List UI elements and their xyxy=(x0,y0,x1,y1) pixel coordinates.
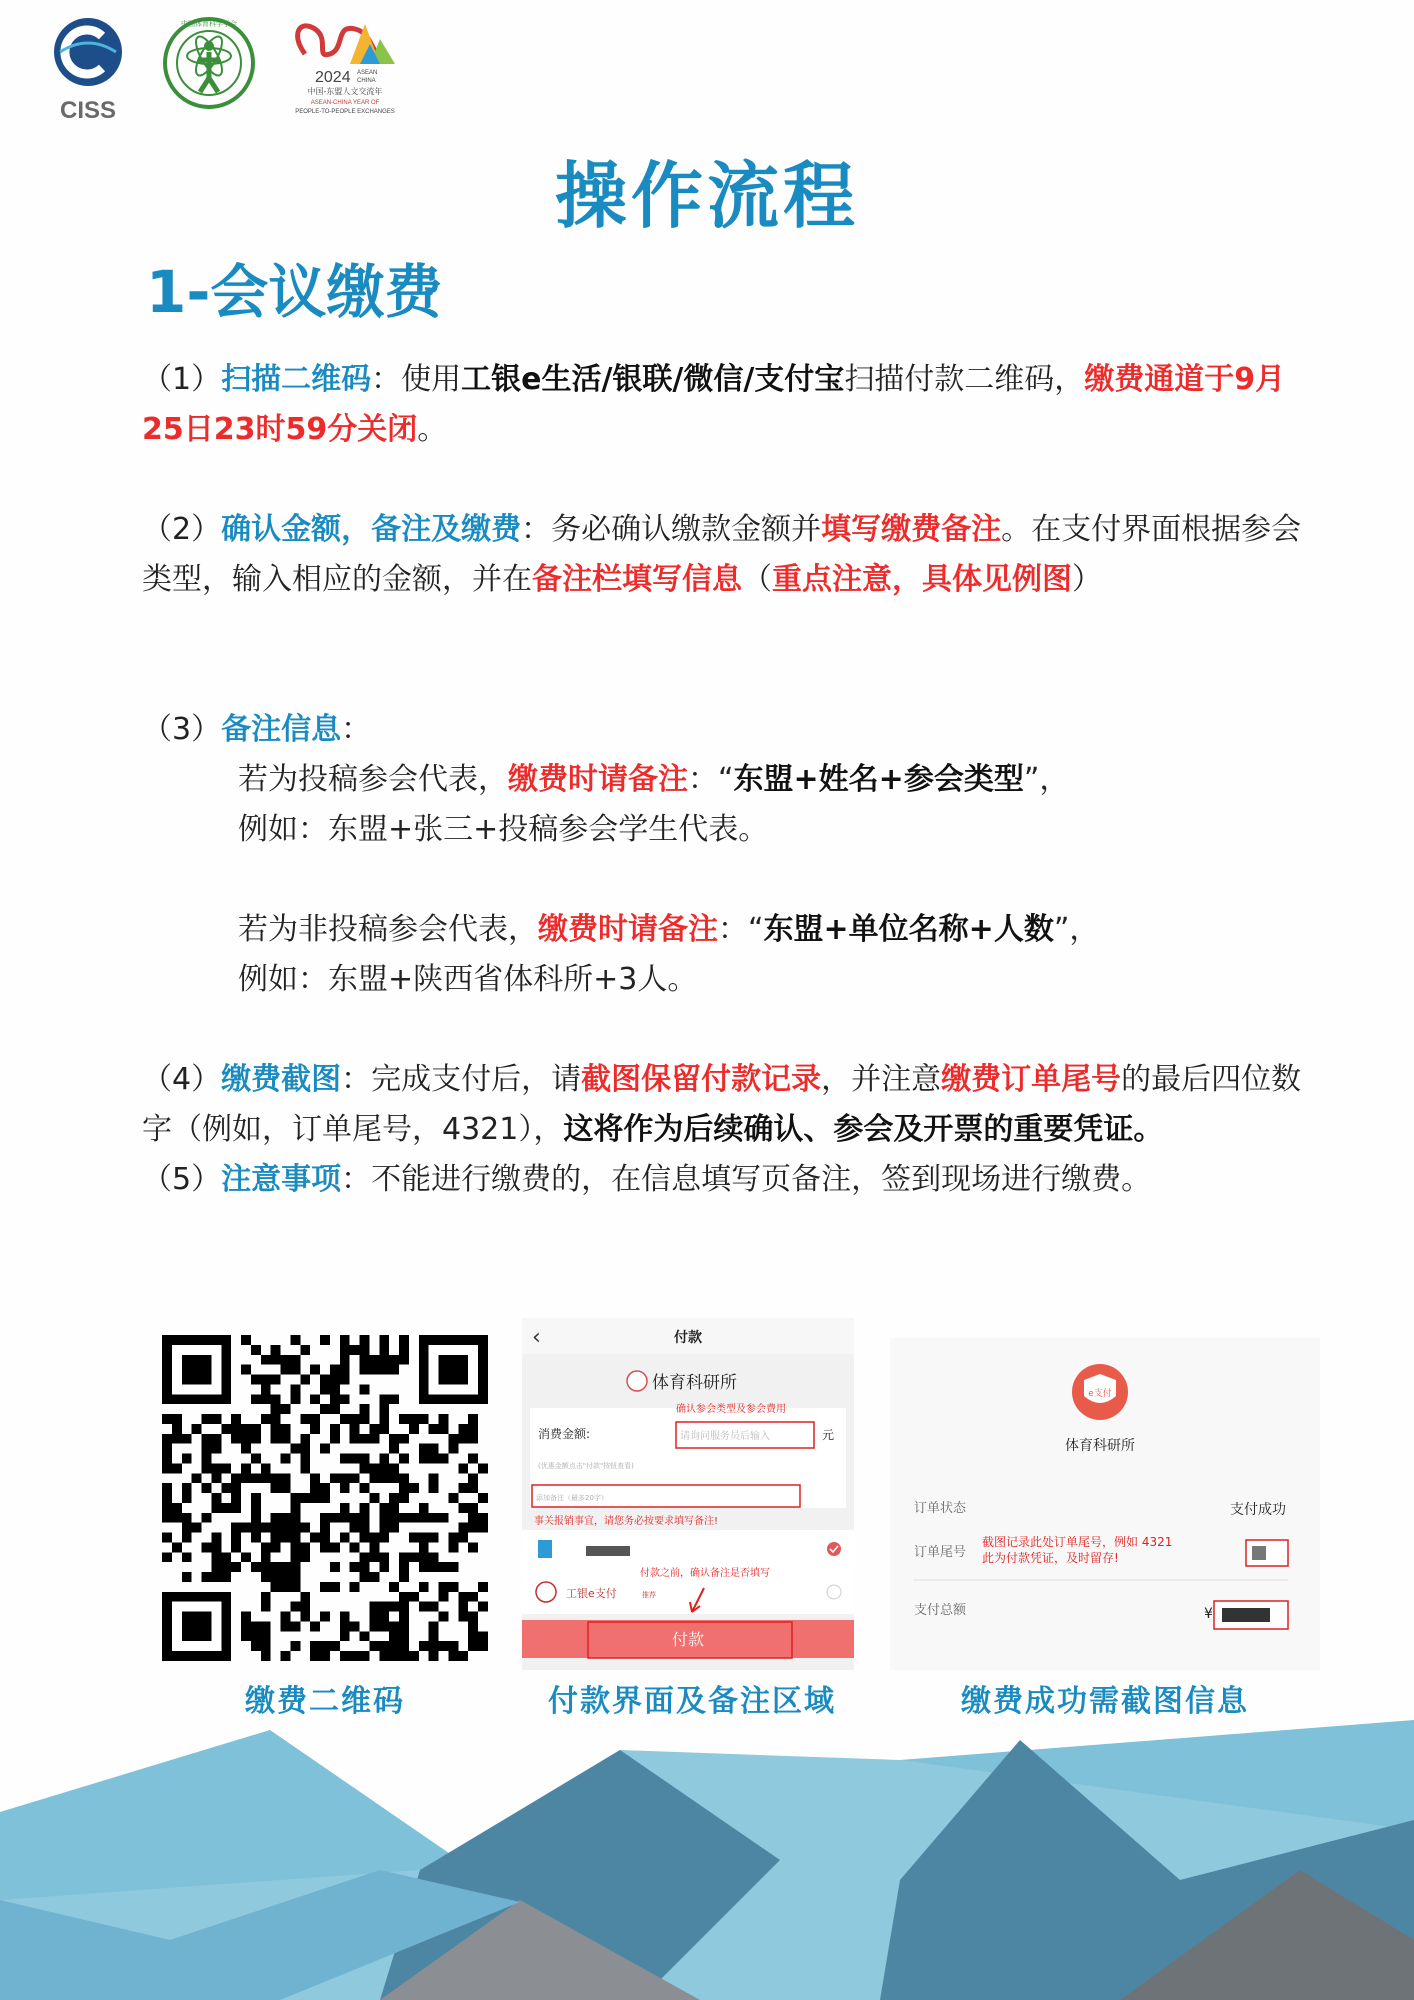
anno-top: 确认参会类型及参会费用 xyxy=(676,1404,786,1415)
asean-china-logo xyxy=(285,14,405,119)
step-1-text-mid: 扫描付款二维码， xyxy=(844,362,1085,397)
total-symbol: ¥ xyxy=(1204,1606,1213,1622)
step-3-case-a-red: 缴费时请备注 xyxy=(508,762,688,797)
payment-qr-code[interactable] xyxy=(162,1335,488,1661)
anno-mid: 事关报销事宜，请您务必按要求填写备注! xyxy=(534,1516,719,1527)
step-4-red-1: 截图保留付款记录 xyxy=(581,1062,822,1097)
order-anno-1: 截图记录此处订单尾号，例如 4321 xyxy=(982,1535,1173,1549)
step-1-heading: 扫描二维码 xyxy=(221,362,372,397)
amount-input: 请询问服务员后输入 xyxy=(680,1431,770,1442)
sport-society-text: 中国体育科学学会 xyxy=(181,20,237,28)
step-2-red-2: 备注栏填写信息 xyxy=(532,562,742,597)
step-4-text-1: ：完成支付后，请 xyxy=(341,1062,582,1097)
step-3-case-b-example: 例如：东盟+陕西省体科所+3人。 xyxy=(238,962,698,997)
status-label: 订单状态 xyxy=(914,1501,967,1516)
anno-low: 付款之前，确认备注是否填写 xyxy=(640,1568,770,1579)
step-4-text-2: ，并注意 xyxy=(821,1062,942,1097)
pay-merchant: 体育科研所 xyxy=(652,1373,737,1393)
caption-success: 缴费成功需截图信息 xyxy=(961,1684,1249,1719)
ciss-text: CISS xyxy=(59,97,117,124)
step-2-heading: 确认金额，备注及缴费 xyxy=(221,512,522,547)
step-3-case-b-colon: ：“ xyxy=(718,912,764,947)
order-label: 订单尾号 xyxy=(914,1545,967,1560)
step-3-case-b-red: 缴费时请备注 xyxy=(538,912,718,947)
step-2-text-1: ：务必确认缴款金额并 xyxy=(521,512,822,547)
asean-year: 2024 xyxy=(315,69,351,86)
asean-en-2: PEOPLE-TO-PEOPLE EXCHANGES xyxy=(295,109,395,115)
asean-en-1: ASEAN-CHINA YEAR OF xyxy=(310,100,380,106)
step-4-number: （4） xyxy=(142,1062,222,1097)
step-2-number: （2） xyxy=(142,512,222,547)
section-title: 1-会议缴费 xyxy=(146,258,443,326)
step-3-case-a xyxy=(142,755,1322,805)
merchant-icon xyxy=(627,1371,647,1391)
bank-tag: 推荐 xyxy=(642,1591,656,1599)
step-3-colon: ： xyxy=(341,712,372,747)
step-3-heading: 备注信息 xyxy=(221,712,342,747)
bank-label: 工银e支付 xyxy=(566,1587,617,1600)
asean-tag-1: ASEAN xyxy=(357,70,378,76)
step-5-heading: 注意事项 xyxy=(221,1162,342,1197)
step-3-case-a-example: 例如：东盟+张三+投稿参会学生代表。 xyxy=(238,812,769,847)
step-3-case-a-format: 东盟+姓名+参会类型 xyxy=(733,762,1024,797)
caption-qr: 缴费二维码 xyxy=(245,1684,405,1719)
success-badge: e支付 xyxy=(1088,1389,1112,1399)
sport-society-logo xyxy=(162,16,257,111)
step-4-bold: 这将作为后续确认、参会及开票的重要凭证。 xyxy=(563,1112,1164,1147)
step-4-red-2: 缴费订单尾号 xyxy=(941,1062,1122,1097)
asean-tag-2: CHINA xyxy=(357,78,376,84)
step-3-number: （3） xyxy=(142,712,222,747)
step-1 xyxy=(142,355,1322,455)
step-5-text: ：不能进行缴费的，在信息填写页备注，签到现场进行缴费。 xyxy=(341,1162,1152,1197)
step-2-text-3: （ xyxy=(742,562,772,597)
step-3 xyxy=(142,705,1322,1005)
mountain-background xyxy=(0,1720,1414,2000)
remark-input: 添加备注（最多20字） xyxy=(536,1494,608,1502)
step-2-red-1: 填写缴费备注 xyxy=(821,512,1002,547)
step-2-text-2: 。在支付界面根据参会类型，输入相应的金额，并在 xyxy=(142,512,1302,597)
step-1-apps: 工银e生活/银联/微信/支付宝 xyxy=(461,362,845,397)
ciss-logo xyxy=(50,14,125,124)
step-2-text-4: ） xyxy=(1072,562,1102,597)
back-icon: ‹ xyxy=(532,1325,541,1350)
step-3-case-b-end: ”， xyxy=(1053,912,1100,947)
step-4 xyxy=(142,1055,1322,1205)
caption-pay: 付款界面及备注区域 xyxy=(548,1684,836,1719)
payment-screen-example xyxy=(522,1318,854,1670)
asean-cn: 中国-东盟人文交流年 xyxy=(307,87,383,96)
total-label: 支付总额 xyxy=(914,1603,967,1618)
step-4-heading: 缴费截图 xyxy=(221,1062,342,1097)
step-2-red-3: 重点注意，具体见例图 xyxy=(772,562,1072,597)
step-3-case-a-end: ”， xyxy=(1023,762,1070,797)
status-value: 支付成功 xyxy=(1230,1502,1286,1518)
discount-hint: (优惠金额点击"付款"按钮查看) xyxy=(538,1462,634,1470)
step-1-text: ：使用 xyxy=(371,362,462,397)
amount-label: 消费金额: xyxy=(538,1427,591,1441)
step-1-number: （1） xyxy=(142,362,222,397)
step-5-number: （5） xyxy=(142,1162,222,1197)
currency: 元 xyxy=(822,1428,835,1442)
pay-header: 付款 xyxy=(674,1330,702,1346)
step-4-text-3: 的最后四位数字（例如，订单尾号，4321）， xyxy=(142,1062,1302,1147)
step-3-case-b-text: 若为非投稿参会代表， xyxy=(238,912,538,947)
step-1-deadline: 缴费通道于9月25日23时59分关闭 xyxy=(142,362,1286,447)
step-2 xyxy=(142,505,1322,605)
step-3-case-b-format: 东盟+单位名称+人数 xyxy=(763,912,1054,947)
success-merchant: 体育科研所 xyxy=(1065,1438,1135,1454)
order-anno-2: 此为付款凭证，及时留存! xyxy=(982,1551,1119,1565)
pay-button: 付款 xyxy=(671,1630,705,1649)
step-3-case-a-text: 若为投稿参会代表， xyxy=(238,762,508,797)
step-3-case-b xyxy=(142,905,1322,955)
page-title: 操作流程 xyxy=(554,154,859,238)
step-1-end: 。 xyxy=(417,412,448,447)
step-3-case-a-colon: ：“ xyxy=(688,762,734,797)
payment-success-example xyxy=(890,1318,1320,1670)
